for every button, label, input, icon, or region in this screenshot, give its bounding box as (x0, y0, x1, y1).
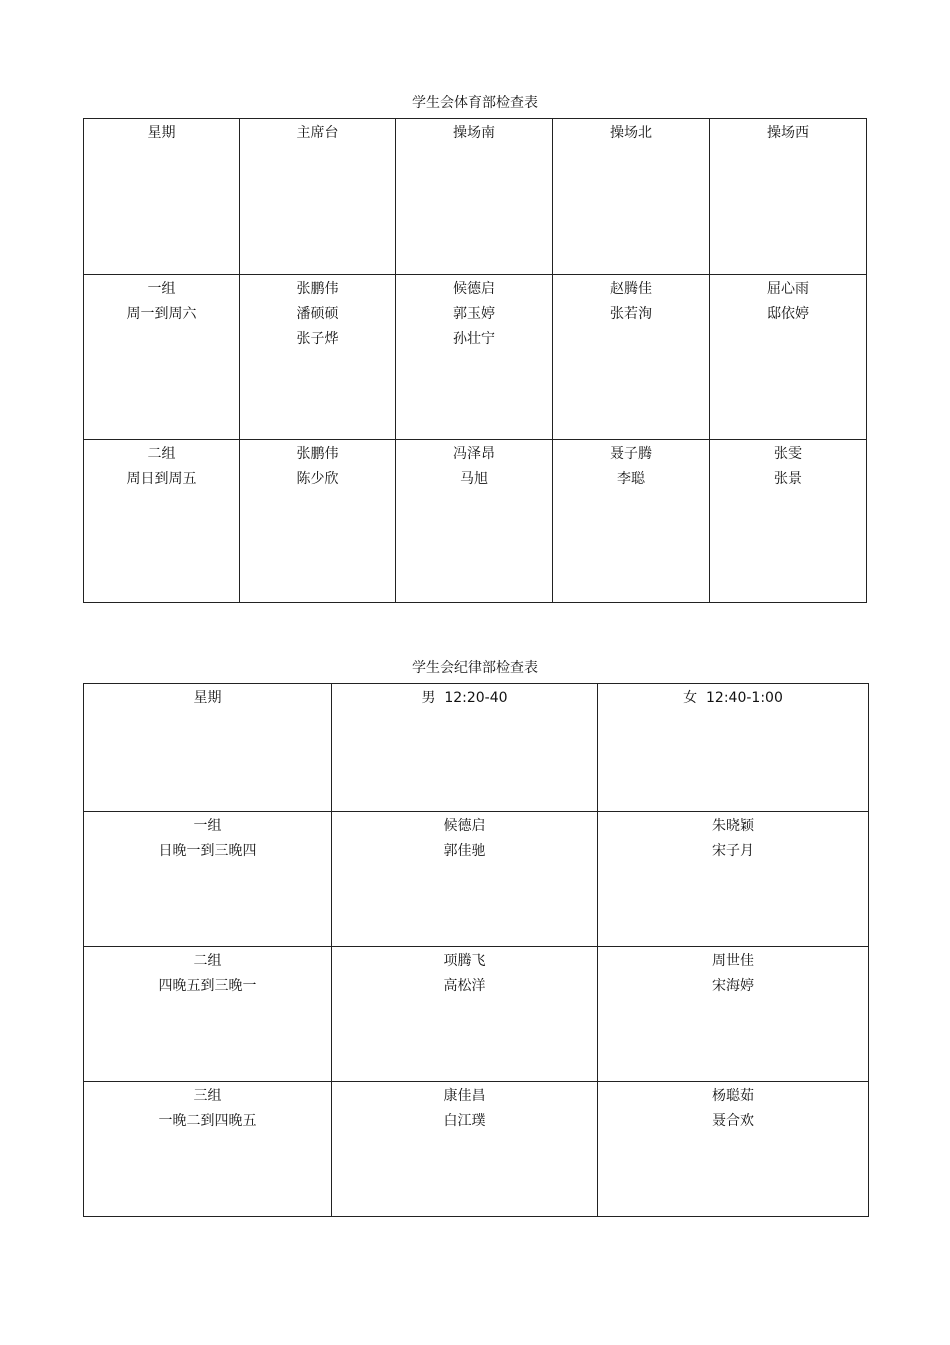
student-name: 杨聪茹 (712, 1088, 754, 1104)
group-schedule: 日晚一到三晚四 (158, 843, 257, 859)
student-name: 潘硕硕 (296, 306, 339, 322)
group-cell (84, 812, 332, 947)
names-cell (332, 1082, 598, 1217)
header-cell: 主席台 (240, 119, 396, 275)
names-cell (553, 275, 710, 440)
names-cell (710, 440, 867, 603)
table-row (84, 1082, 869, 1217)
names-cell (396, 440, 553, 603)
student-name: 聂合欢 (712, 1113, 754, 1129)
student-name: 张子烨 (296, 331, 339, 347)
student-name: 白江璞 (443, 1113, 486, 1129)
student-name: 高松洋 (443, 978, 486, 994)
names-cell (710, 275, 867, 440)
table-row (84, 275, 867, 440)
group-cell (84, 1082, 332, 1217)
student-name: 马旭 (460, 471, 488, 487)
table-row (84, 947, 869, 1082)
student-name: 张鹏伟 (296, 281, 339, 297)
group-cell (84, 275, 240, 440)
student-name: 张雯 (774, 446, 802, 462)
header-cell: 男 12:20-40 (332, 684, 598, 812)
student-name: 孙壮宁 (453, 331, 495, 347)
names-cell (553, 440, 710, 603)
group-schedule: 一晚二到四晚五 (158, 1113, 257, 1129)
student-name: 张景 (774, 471, 802, 487)
table-header-row (84, 684, 869, 812)
names-cell (332, 947, 598, 1082)
student-name: 朱晓颖 (712, 818, 754, 834)
group-schedule: 周日到周五 (126, 471, 197, 487)
header-cell: 操场北 (553, 119, 710, 275)
names-cell (598, 947, 869, 1082)
group-name: 三组 (193, 1088, 222, 1104)
names-cell (240, 440, 396, 603)
student-name: 郭玉婷 (453, 306, 495, 322)
student-name: 郭佳驰 (443, 843, 486, 859)
group-schedule: 四晚五到三晚一 (158, 978, 257, 994)
student-name: 宋海婷 (712, 978, 754, 994)
student-name: 候德启 (453, 281, 495, 297)
table-header-row (84, 119, 867, 275)
student-name: 李聪 (617, 471, 645, 487)
student-name: 邸依婷 (767, 306, 809, 322)
student-name: 张鹏伟 (296, 446, 339, 462)
pe-check-table (83, 118, 867, 603)
student-name: 屈心雨 (767, 281, 809, 297)
header-cell: 星期 (84, 119, 240, 275)
student-name: 冯泽昂 (453, 446, 495, 462)
student-name: 候德启 (443, 818, 486, 834)
names-cell (396, 275, 553, 440)
group-schedule: 周一到周六 (126, 306, 197, 322)
discipline-table-title: 学生会纪律部检查表 (412, 660, 538, 676)
student-name: 赵腾佳 (610, 281, 652, 297)
student-name: 周世佳 (712, 953, 754, 969)
group-name: 一组 (193, 818, 222, 834)
student-name: 陈少欣 (296, 471, 339, 487)
header-cell: 操场南 (396, 119, 553, 275)
group-cell (84, 947, 332, 1082)
student-name: 项腾飞 (443, 953, 486, 969)
group-name: 二组 (193, 953, 222, 969)
student-name: 宋子月 (712, 843, 754, 859)
names-cell (598, 812, 869, 947)
names-cell (332, 812, 598, 947)
table-row (84, 440, 867, 603)
discipline-check-table (83, 683, 869, 1217)
student-name: 张若洵 (610, 306, 652, 322)
header-cell: 操场西 (710, 119, 867, 275)
pe-table-title: 学生会体育部检查表 (412, 95, 538, 111)
table-row (84, 812, 869, 947)
group-name: 二组 (147, 446, 176, 462)
names-cell (240, 275, 396, 440)
group-cell (84, 440, 240, 603)
student-name: 聂子腾 (610, 446, 652, 462)
header-cell: 星期 (84, 684, 332, 812)
names-cell (598, 1082, 869, 1217)
header-cell: 女 12:40-1:00 (598, 684, 869, 812)
group-name: 一组 (147, 281, 176, 297)
student-name: 康佳昌 (443, 1088, 486, 1104)
